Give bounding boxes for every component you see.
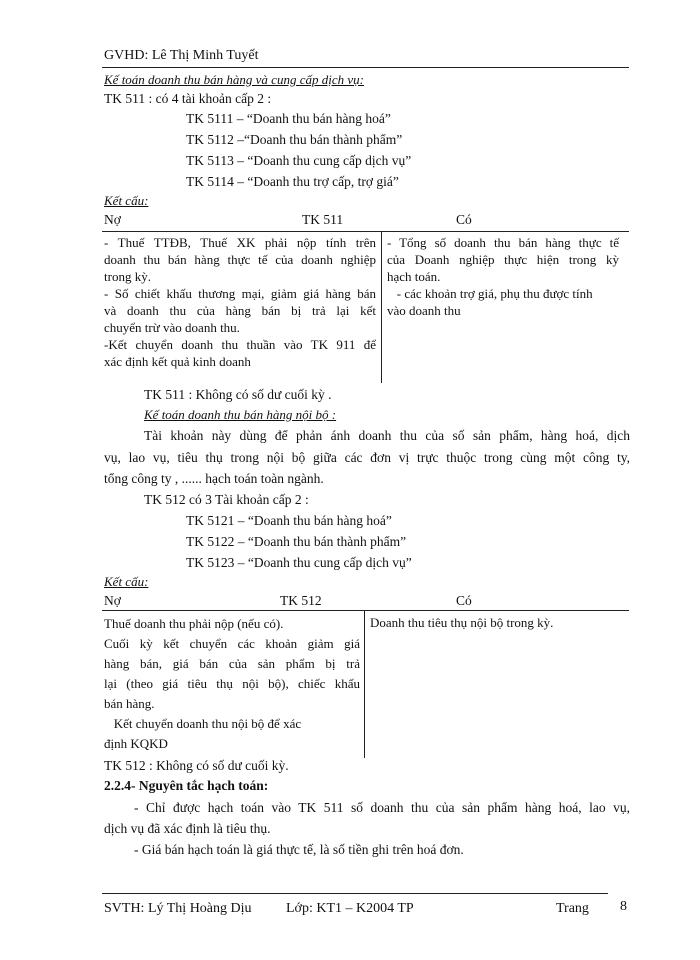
footer-svth: SVTH: Lý Thị Hoàng Dịu xyxy=(104,901,252,916)
section1-title: Kế toán doanh thu bán hàng và cung cấp dịch vụ: xyxy=(104,72,364,87)
section1-intro: TK 511 : có 4 tài khoản cấp 2 : xyxy=(104,91,272,106)
table1-debit-line: - Thuế TTĐB, Thuế XK phải nộp tính trên xyxy=(104,235,376,250)
table1-credit-line: hạch toán. xyxy=(387,269,441,284)
section2-para-line: tổng công ty , ...... hạch toán toàn ngành. xyxy=(104,471,324,486)
table2-divider xyxy=(364,610,365,758)
table1-debit-line: và doanh thu của hàng bán bị trả lại kết xyxy=(104,303,376,318)
table1-credit-line: - Tổng số doanh thu bán hàng thực tế xyxy=(387,235,619,250)
section2-title: Kế toán doanh thu bán hàng nội bộ : xyxy=(144,407,337,422)
table1-debit-header: Nợ xyxy=(104,212,121,227)
table2-caption: Kết cấu: xyxy=(104,574,149,589)
table2-credit-header: Có xyxy=(456,593,472,608)
table1-debit-line: trong kỳ. xyxy=(104,269,151,284)
table2-debit-header: Nợ xyxy=(104,593,121,608)
table1-balance-note: TK 511 : Không có số dư cuối kỳ . xyxy=(144,387,332,402)
table1-credit-line: vào doanh thu xyxy=(387,303,461,318)
table2-debit-line: lại (theo giá tiêu thụ nội bộ), chiếc khấu xyxy=(104,676,360,691)
table1-debit-cell xyxy=(104,234,376,370)
footer-page-number: 8 xyxy=(620,899,627,914)
table1-debit-line: - Số chiết khấu thương mại, giảm giá hàng bán xyxy=(104,286,376,301)
section1-account: TK 5114 – “Doanh thu trợ cấp, trợ giá” xyxy=(186,174,399,189)
table2-debit-line: hàng bán, giá bán của sản phẩm bị trả xyxy=(104,656,360,671)
footer-rule xyxy=(102,893,608,894)
header-rule xyxy=(102,67,629,68)
table1-debit-line: xác định kết quả kinh doanh xyxy=(104,354,251,369)
table1-caption: Kết cấu: xyxy=(104,193,149,208)
section2-account: TK 5122 – “Doanh thu bán thành phẩm” xyxy=(186,534,407,549)
table1-debit-line: chuyển trừ vào doanh thu. xyxy=(104,320,240,335)
section3-line: dịch vụ đã xác định là tiêu thụ. xyxy=(104,821,271,836)
section3-line: - Giá bán hạch toán là giá thực tế, là số tiền ghi trên hoá đơn. xyxy=(134,842,464,857)
header-gvhd: GVHD: Lê Thị Minh Tuyết xyxy=(104,48,259,63)
footer-page-label: Trang xyxy=(556,901,589,916)
table2-credit-cell xyxy=(370,614,622,631)
table2-debit-line: Kết chuyển doanh thu nội bộ để xác xyxy=(104,716,302,731)
table2-balance-note: TK 512 : Không có số dư cuối kỳ. xyxy=(104,758,289,773)
footer-class: Lớp: KT1 – K2004 TP xyxy=(286,901,414,916)
section2-intro: TK 512 có 3 Tài khoản cấp 2 : xyxy=(144,492,309,507)
table2-credit-line: Doanh thu tiêu thụ nội bộ trong kỳ. xyxy=(370,615,554,630)
table2-debit-cell xyxy=(104,614,360,754)
table2-header-rule xyxy=(102,610,629,611)
table1-credit-header: Có xyxy=(456,212,472,227)
section3-heading: 2.2.4- Nguyên tắc hạch toán: xyxy=(104,778,269,793)
table2-debit-line: bán hàng. xyxy=(104,696,155,711)
table1-debit-line: doanh thu bán hàng thực tế của doanh nghiệp xyxy=(104,252,376,267)
section2-account: TK 5121 – “Doanh thu bán hàng hoá” xyxy=(186,513,392,528)
section2-para-line: vụ, lao vụ, tiêu thụ trong nội bộ giữa các đơn vị trực thuộc trong cùng một công ty, xyxy=(104,450,630,465)
section1-account: TK 5111 – “Doanh thu bán hàng hoá” xyxy=(186,111,391,126)
table1-account-header: TK 511 xyxy=(302,212,344,227)
table1-header-rule xyxy=(102,231,629,232)
section1-account: TK 5113 – “Doanh thu cung cấp dịch vụ” xyxy=(186,153,412,168)
table2-debit-line: định KQKD xyxy=(104,736,168,751)
section2-account: TK 5123 – “Doanh thu cung cấp dịch vụ” xyxy=(186,555,412,570)
table1-debit-line: -Kết chuyển doanh thu thuần vào TK 911 để xyxy=(104,337,376,352)
table2-debit-line: Cuối kỳ kết chuyển các khoản giảm giá xyxy=(104,636,360,651)
table1-credit-cell xyxy=(387,234,619,319)
table1-credit-line: của Doanh nghiệp thực hiện trong kỳ xyxy=(387,252,619,267)
table1-credit-line: - các khoản trợ giá, phụ thu được tính xyxy=(387,286,593,301)
section3-line: - Chỉ được hạch toán vào TK 511 số doanh thu của sản phẩm hàng hoá, lao vụ, xyxy=(134,800,630,815)
section2-para-line: Tài khoản này dùng để phản ánh doanh thu của số sản phẩm, hàng hoá, dịch xyxy=(144,428,630,443)
table1-divider xyxy=(381,231,382,383)
table2-debit-line: Thuế doanh thu phải nộp (nếu có). xyxy=(104,616,284,631)
section1-account: TK 5112 –“Doanh thu bán thành phẩm” xyxy=(186,132,403,147)
table2-account-header: TK 512 xyxy=(280,593,322,608)
